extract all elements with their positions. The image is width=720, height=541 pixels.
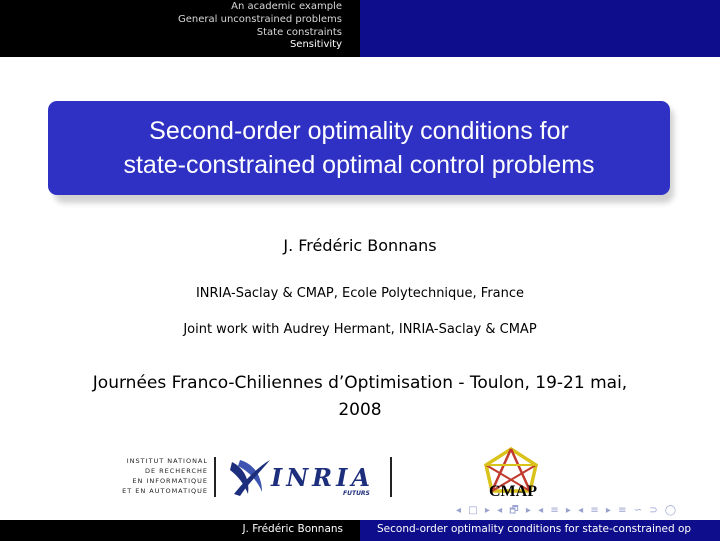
slide-header — [0, 0, 720, 57]
nav-frame-icon[interactable]: □ — [468, 505, 478, 516]
footer-title: Second-order optimality conditions for state-constrained op — [377, 523, 692, 535]
event-info — [0, 370, 720, 424]
nav-back-icon[interactable]: ∽ — [633, 505, 643, 516]
inria-line-1: INSTITUT NATIONAL — [126, 457, 208, 465]
footer-right-panel — [360, 520, 720, 541]
title-line-2: state-constrained optimal control problems — [123, 151, 595, 179]
joint-work: Joint work with Audrey Hermant, INRIA-Saclay & CMAP — [183, 322, 537, 337]
footer-left-panel — [0, 520, 360, 541]
nav-next-section-icon[interactable]: ▸ — [565, 505, 571, 516]
nav-section-academic-example[interactable]: An academic example — [231, 1, 342, 12]
nav-next-subsection-icon[interactable]: ▸ — [525, 505, 531, 516]
nav-next-frame-icon[interactable]: ▸ — [484, 505, 490, 516]
nav-section-general-unconstrained[interactable]: General unconstrained problems — [178, 13, 342, 25]
title-box — [48, 101, 670, 195]
inria-divider-left — [214, 457, 216, 497]
header-left-panel — [0, 0, 360, 57]
inria-line-3: EN INFORMATIQUE — [132, 477, 208, 485]
inria-institute-text — [116, 456, 208, 496]
inria-line-2: DE RECHERCHE — [144, 467, 208, 475]
header-right-panel — [360, 0, 720, 57]
nav-prev-frame-icon[interactable]: ◂ — [456, 505, 462, 516]
title-line-1: Second-order optimality conditions for — [149, 117, 569, 145]
nav-section-icon[interactable]: ≡ — [550, 505, 559, 516]
footer-author: J. Frédéric Bonnans — [242, 523, 343, 535]
inria-divider-right — [390, 457, 392, 497]
inria-line-4: ET EN AUTOMATIQUE — [122, 487, 208, 495]
nav-section-state-constraints[interactable]: State constraints — [256, 26, 342, 38]
author-name: J. Frédéric Bonnans — [283, 236, 437, 255]
event-line-1: Journées Franco-Chiliennes d’Optimisation - Toulon, 19-21 mai, — [92, 373, 628, 393]
nav-subsection-icon[interactable]: 🗗 — [509, 505, 519, 516]
affiliation: INRIA-Saclay & CMAP, Ecole Polytechnique, France — [195, 286, 525, 301]
beamer-navigation-symbols — [456, 503, 718, 517]
nav-prev-section-icon[interactable]: ◂ — [538, 505, 544, 516]
cmap-wordmark: CMAP — [489, 483, 537, 500]
event-line-2: 2008 — [338, 400, 382, 420]
nav-forward-icon[interactable]: ⊃ — [649, 505, 658, 516]
inria-wordmark: INRIA — [271, 463, 374, 492]
nav-search-icon[interactable]: ◯ — [664, 505, 677, 516]
nav-doc-icon[interactable]: ≡ — [590, 505, 599, 516]
nav-prev-subsection-icon[interactable]: ◂ — [497, 505, 503, 516]
inria-futurs: FUTURS — [343, 490, 370, 497]
nav-section-sensitivity[interactable]: Sensitivity — [289, 39, 342, 51]
nav-toc-icon[interactable]: ≡ — [618, 505, 627, 516]
nav-prev-doc-icon[interactable]: ◂ — [578, 505, 584, 516]
section-navigation — [178, 1, 342, 52]
nav-next-doc-icon[interactable]: ▸ — [605, 505, 611, 516]
